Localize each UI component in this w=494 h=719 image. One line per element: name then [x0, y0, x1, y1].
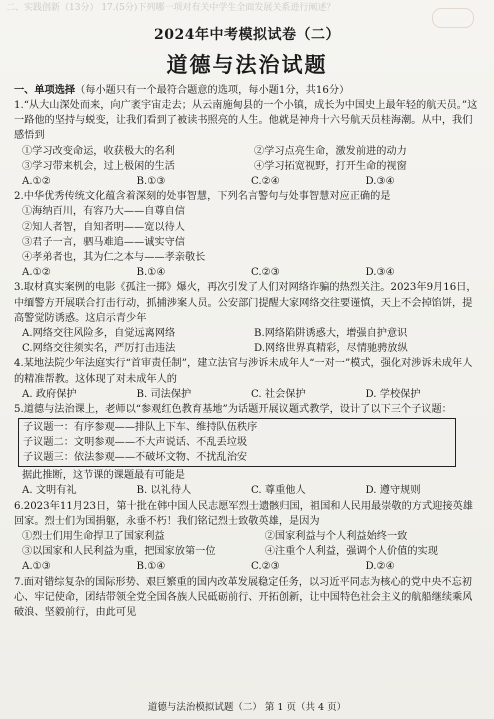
subtopic-box: [18, 418, 456, 467]
choice-d: D. 学校保护: [365, 388, 421, 400]
choice-a: A.①③: [22, 561, 51, 573]
choice-b: B.①④: [136, 561, 166, 573]
page-footer: 道德与法治模拟试题（二） 第 1 页（共 4 页）: [147, 702, 347, 713]
section-instruction: （每小题只有一个最符合题意的选项，每小题1分，共16分）: [75, 85, 350, 96]
statement: ②知人者智，自知者明——宽以待人: [22, 221, 185, 233]
section-heading: [14, 83, 480, 98]
choice-d: D.③④: [365, 267, 395, 279]
statement: ①烈士们用生命捍卫了国家利益: [22, 531, 165, 543]
choice-a: A.①②: [22, 176, 51, 188]
statement: ①学习改变命运，收获极大的名利: [22, 145, 175, 157]
choice-d: D.③④: [365, 176, 395, 188]
choice-a: A.网络交往风险多，自觉远离网络: [22, 328, 176, 340]
choice-b: B. 司法保护: [136, 388, 192, 400]
choice-a: A. 文明有礼: [22, 485, 77, 497]
statement: ②学习点亮生命，激发前进的动力: [254, 145, 407, 157]
statement: ③以国家和人民利益为重，把国家放第一位: [22, 546, 216, 558]
statement: ②国家利益与个人利益始终一致: [264, 531, 408, 543]
question-stem: 4.某地法院少年法庭实行“首审责任制”，建立法官与涉诉未成年人“一对一”模式，强化对涉诉未成年人的精准帮教。这体现了对未成年人的: [14, 358, 473, 385]
subject-title: 道德与法治试题: [166, 52, 328, 77]
question-4: [14, 356, 480, 402]
choice-b: B.①③: [136, 176, 166, 188]
choice-d: D. 遵守规则: [365, 485, 421, 497]
statement: ④孝弟者也，其为仁之本与——孝亲敬长: [22, 252, 206, 264]
choice-d: D.网络世界真精彩，尽情驰骋放纵: [254, 343, 408, 355]
choice-c: C. 尊重他人: [251, 485, 306, 497]
choice-d: D.②④: [365, 561, 395, 573]
choice-a: A. 政府保护: [22, 388, 77, 400]
question-6: [14, 499, 480, 575]
choice-c: C.网络交往须实名，严厉打击违法: [22, 343, 176, 355]
statement: ④学习拓宽视野，打开生命的视窗: [254, 160, 407, 172]
question-followup: 据此推断，这节课的课题最有可能是: [22, 470, 185, 482]
question-stem: 1.“从大山深处而来，向广袤宇宙走去；从云南施甸县的一个小镇，成长为中国史上最年轻的航天员。”这一路他的坚持与蜕变，让我们看到了被读书照亮的人生。他就是神舟十六号航天员桂海潮。从中，我们感悟到: [14, 100, 478, 142]
statement: ③君子一言，驷马难追——诚实守信: [22, 236, 185, 248]
bleed-through-text: 二、实践创新（13分） 17.(5分)下列哪一项对有关中学生全面发展关系进行阐述？: [6, 3, 336, 13]
question-stem: 5.道德与法治课上，老师以“参观红色教育基地”为话题开展议题式教学，设计了以下三个子议题：: [14, 404, 452, 416]
choice-c: C.②④: [251, 176, 280, 188]
exam-title: 2024年中考模拟试卷（二）: [154, 27, 340, 43]
subtopic-1: 子议题一：有序参观——排队上下车、维持队伍秩序: [23, 422, 258, 434]
choice-c: C.②③: [251, 267, 280, 279]
question-3: [14, 280, 480, 356]
question-stem: 7.面对错综复杂的国际形势、艰巨繁重的国内改革发展稳定任务，以习近平同志为核心的党中央不忘初心、牢记使命，团结带领全党全国各族人民砥砺前行、开拓创新，让中国特色社会主义的航船继续乘风破浪、坚毅前行，由此可见: [14, 576, 473, 619]
question-stem: 2.中华优秀传统文化蕴含着深刻的处事智慧，下列名言警句与处事智慧对应正确的是: [14, 191, 391, 203]
section-name: 一、单项选择: [14, 84, 76, 96]
statement: ①海纳百川，有容乃大——自尊自信: [22, 206, 185, 218]
statement: ④注重个人利益，强调个人价值的实现: [264, 546, 438, 558]
choice-a: A.①②: [22, 267, 51, 279]
choice-c: C. 社会保护: [251, 388, 306, 400]
question-5: [14, 402, 480, 499]
choice-c: C.②③: [251, 561, 280, 573]
subtopic-2: 子议题二：文明参观——不大声说话、不乱丢垃圾: [23, 437, 248, 449]
question-stem: 3.取材真实案例的电影《孤注一掷》爆火，再次引发了人们对网络诈骗的热烈关注。2023年9月16日，中缅警方开展联合打击行动，抓捕涉案人员。公安部门提醒大家网络交往要谨慎，天上不会掉馅饼，提高警觉防诱惑。这启示青少年: [14, 282, 477, 324]
subtopic-3: 子议题三：依法参观——不破坏文物、不扰乱治安: [23, 452, 248, 464]
question-stem: 6.2023年11月23日，第十批在韩中国人民志愿军烈士遗骸归国，祖国和人民用最崇敬的方式迎接英雄回家。烈士们为国捐躯，永垂不朽！我们铭记烈士致敬英雄，是因为: [14, 500, 473, 527]
stamp-mark: [432, 8, 474, 28]
choice-b: B.①④: [136, 267, 166, 279]
choice-b: B.网络陷阱诱惑大，增强自护意识: [254, 328, 408, 340]
statement: ③学习带来机会，过上极闲的生活: [22, 160, 175, 172]
question-2: [14, 189, 480, 280]
question-1: [14, 98, 480, 189]
choice-b: B. 以礼待人: [136, 485, 192, 497]
question-7: [14, 575, 480, 621]
